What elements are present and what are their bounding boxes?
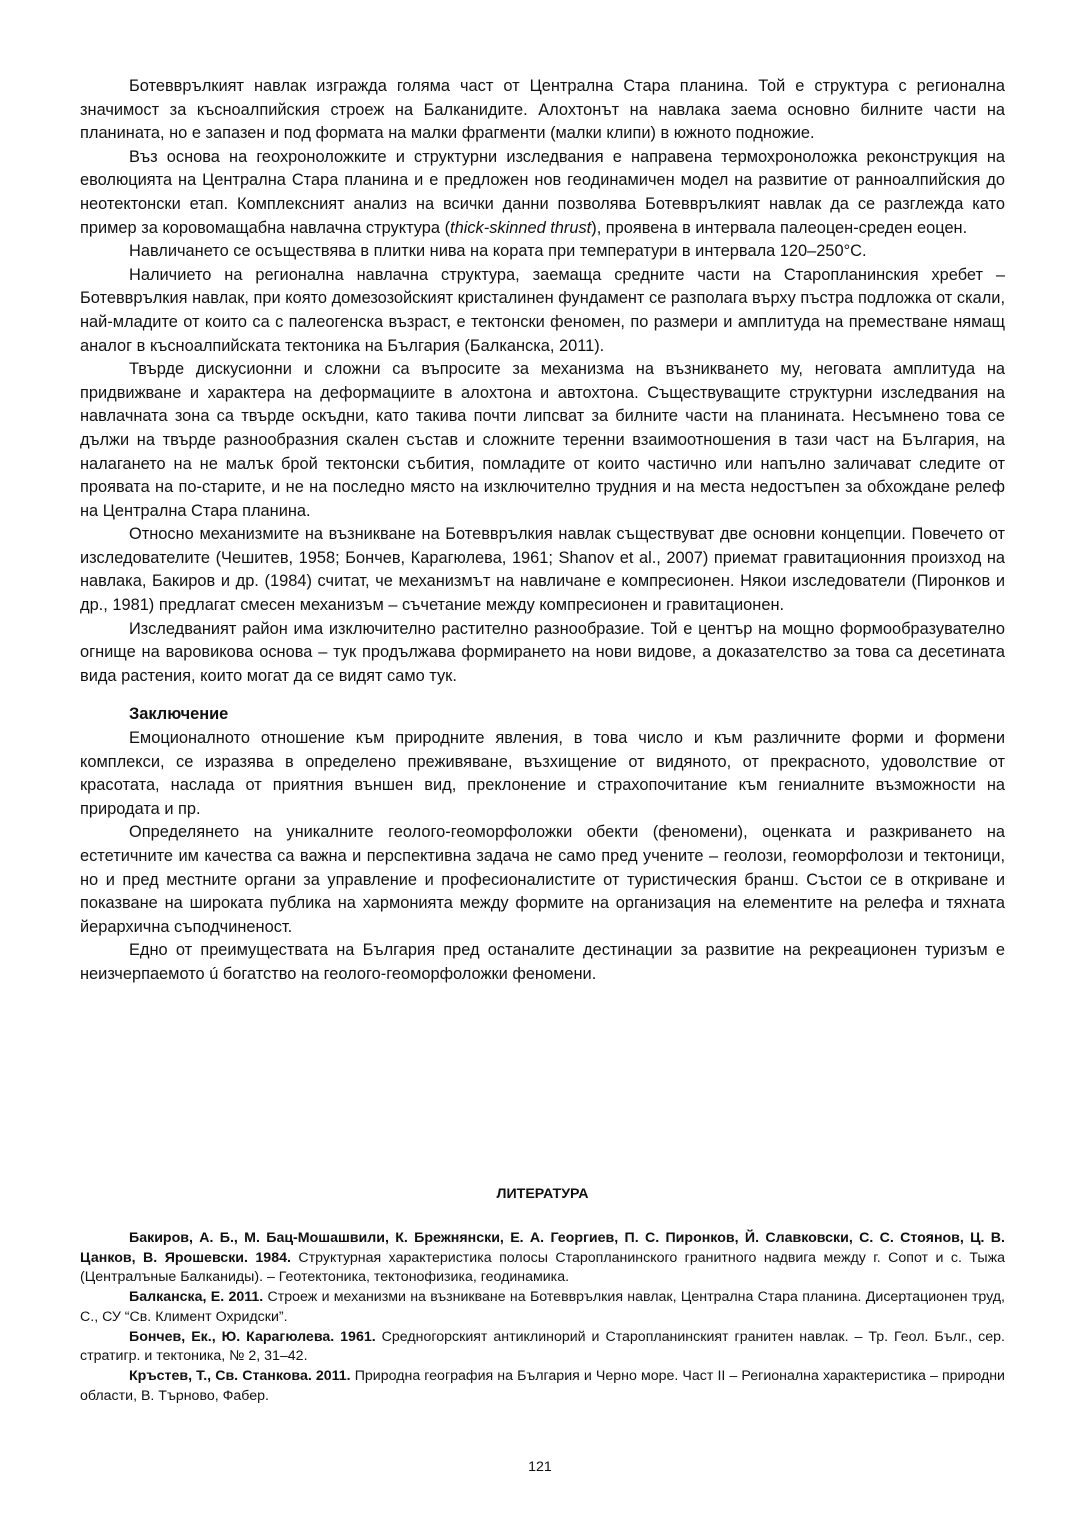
reference-authors: Балканска, Е. 2011. xyxy=(129,1289,264,1306)
paragraph-term: thick-skinned thrust xyxy=(450,218,592,237)
reference-item xyxy=(80,1288,1005,1327)
references-list xyxy=(80,1229,1005,1406)
paragraph: Твърде дискусионни и сложни са въпросите за механизма на възникването му, неговата амплитуда на придвижване и характера на деформациите в алохтона и автохтона. Съществуващите структурни изследвания на навлачната зона са твърде оскъдни, като такива почти липсват за билните части на планината. Несъмнено това се дължи на твърде разнообразния скален състав и сложните теренни взаимоотношения в тази част на България, на налагането на не малък брой тектонски събития, помладите от които частично или напълно заличават следите от проявата на по-старите, и не на последно място на изключително трудния и на места недостъпен за обхождане релеф на Централна Стара планина. xyxy=(80,360,1005,520)
paragraph-text: Въз основа на геохроноложките и структурни изследвания е направена термохроноложка реконструкция на еволюцията на Централна Стара планина и е предложен нов геодинамичен модел на развитие от ранноалпийския до неотектонски етап. Комплексният анализ на всички данни позволява Ботевврълкият навлак да се разглежда като пример за коровомащабна навлачна структура ( xyxy=(80,147,1005,237)
reference-authors: Кръстев, Т., Св. Станкова. 2011. xyxy=(129,1367,351,1384)
reference-item xyxy=(80,1367,1005,1406)
reference-authors: Бончев, Ек., Ю. Карагюлева. 1961. xyxy=(129,1328,376,1345)
reference-text: Строеж и механизми на възникване на Ботевврълкия навлак, Централна Стара планина. Дисертационен труд, С., СУ “Св. Климент Охридски”. xyxy=(80,1289,1005,1325)
paragraph: Едно от преимуществата на България пред останалите дестинации за развитие на рекреационен туризъм е неизчерпаемото ú богатство на геолого-геоморфоложки феномени. xyxy=(80,941,1005,983)
paragraph: Изследваният район има изключително растително разнообразие. Той е център на мощно формообразувателно огнище на варовикова основа – тук продължава формирането на нови видове, а доказателство за това са десетината вида растения, които могат да се видят само тук. xyxy=(80,619,1005,685)
reference-text: Структурная характеристика полосы Старопланинского гранитного надвига между г. Сопот и с. Тыжа (Централъные Балканиды). – Геотектоника, тектонофизика, геодинамика. xyxy=(80,1249,1005,1286)
reference-authors: Бакиров, А. Б., М. Бац-Мошашвили, К. Брежнянски, Е. А. Георгиев, П. С. Пиронков, Й. Славковски, С. С. Стоянов, Ц. В. Цанков, В. Ярошевски. 1984. xyxy=(80,1230,1005,1266)
reference-text: Средногорският антиклинорий и Старопланинският гранитен навлак. – Тр. Геол. Бълг., сер. стратигр. и тектоника, № 2, 31–42. xyxy=(80,1328,1005,1365)
paragraph: Ботевврълкият навлак изгражда голяма част от Централна Стара планина. Той е структура с регионална значимост за късноалпийския строеж на Балканидите. Алохтонът на навлака заема основно билните части на планината, но е запазен и под формата на малки фрагменти (малки клипи) в южното подножие. xyxy=(80,77,1005,143)
main-text xyxy=(80,75,1005,987)
reference-text: Природна география на България и Черно море. Част II – Регионална характеристика – природни области, В. Търново, Фабер. xyxy=(80,1367,1005,1404)
reference-item xyxy=(80,1229,1005,1288)
paragraph: Емоционалното отношение към природните явления, в това число и към различните форми и формени комплекси, се изразява в определено преживяване, възхищение от видяното, от прекрасното, удоволствие от красотата, наслада от приятния външен вид, преклонение и страхопочитание към гениалните възможности на природата и пр. xyxy=(80,729,1005,818)
paragraph: Относно механизмите на възникване на Ботевврълкия навлак съществуват две основни концепции. Повечето от изследователите (Чешитев, 1958; Бончев, Карагюлева, 1961; Shanov et al., 2007) приемат гравитационния произход на навлака, Бакиров и др. (1984) считат, че механизмът на навличане е компресионен. Някои изследователи (Пиронков и др., 1981) предлагат смесен механизъм – съчетание между компресионен и гравитационен. xyxy=(80,525,1005,615)
page-number: 121 xyxy=(528,1459,552,1475)
reference-item xyxy=(80,1328,1005,1367)
paragraph-text: ), проявена в интервала палеоцен-среден еоцен. xyxy=(591,218,968,237)
section-heading: Заключение xyxy=(129,705,229,724)
paragraph xyxy=(80,146,1005,240)
paragraph: Навличането се осъществява в плитки нива на кората при температури в интервала 120–250°С. xyxy=(129,242,867,261)
references-title: ЛИТЕРАТУРА xyxy=(496,1186,589,1202)
paragraph: Наличието на регионална навлачна структура, заемаща средните части на Старопланинския хребет – Ботевврълкия навлак, при която домезозойският кристалинен фундамент се разполага върху пъстра подложка от скали, най-младите от които са с палеогенска възраст, е тектонски феномен, по размери и амплитуда на преместване нямащ аналог в късноалпийската тектоника на България (Балканска, 2011). xyxy=(80,265,1005,355)
paragraph: Определянето на уникалните геолого-геоморфоложки обекти (феномени), оценката и разкриването на естетичните им качества са важна и перспективна задача не само пред учените – геолози, геоморфолози и тектоници, но и пред местните органи за управление и професионалистите от туристическия бранш. Състои се в откриване и показване на широката публика на хармонията между формите на организация на елементите на релефа и тяхната йерархична съподчиненост. xyxy=(80,823,1005,936)
